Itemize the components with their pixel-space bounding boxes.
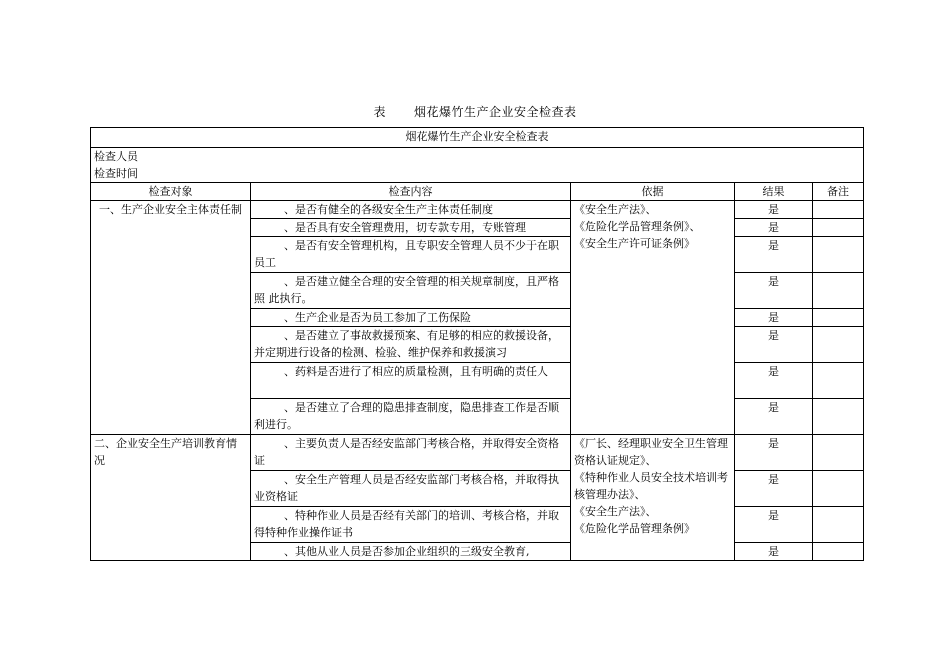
inspector-label: 检查人员 xyxy=(94,150,138,163)
check-content: 、安全生产管理人员是否经安监部门考核合格，并取得执业资格证 xyxy=(251,471,571,507)
caption-title: 烟花爆竹生产企业安全检查表 xyxy=(414,105,577,119)
basis-line: 《安全生产法》、 xyxy=(574,505,657,518)
header-remarks: 备注 xyxy=(813,183,864,201)
inspection-meta xyxy=(91,148,864,183)
header-basis: 依据 xyxy=(571,183,735,201)
check-result: 是 xyxy=(735,237,813,273)
check-remarks xyxy=(813,201,864,219)
section-object: 一、生产企业安全主体责任制 xyxy=(91,201,251,435)
header-result: 结果 xyxy=(735,183,813,201)
check-remarks xyxy=(813,327,864,363)
inspection-time-label: 检查时间 xyxy=(94,167,138,180)
check-content: 、特种作业人员是否经有关部门的培训、考核合格，并取得特种作业操作证书 xyxy=(251,507,571,543)
basis-line: 《安全生产法》、 xyxy=(574,203,657,216)
check-content: 、是否建立健全合理的安全管理的相关规章制度，且严格照 此执行。 xyxy=(251,273,571,309)
check-result: 是 xyxy=(735,507,813,543)
header-content: 检查内容 xyxy=(251,183,571,201)
check-remarks xyxy=(813,507,864,543)
table-row xyxy=(91,201,864,219)
check-result: 是 xyxy=(735,363,813,399)
check-content: 、主要负责人是否经安监部门考核合格，并取得安全资格证 xyxy=(251,435,571,471)
check-content: 、药料是否进行了相应的质量检测，且有明确的责任人 xyxy=(251,363,571,399)
check-remarks xyxy=(813,471,864,507)
table-title: 烟花爆竹生产企业安全检查表 xyxy=(91,128,864,148)
check-remarks xyxy=(813,237,864,273)
check-result: 是 xyxy=(735,327,813,363)
check-result: 是 xyxy=(735,543,813,561)
caption-prefix: 表 xyxy=(373,105,386,119)
inspection-table xyxy=(90,127,864,561)
basis-line: 《特种作业人员安全技术培训考核管理办法》、 xyxy=(574,471,728,501)
check-remarks xyxy=(813,363,864,399)
basis-line: 《安全生产许可证条例》 xyxy=(574,237,695,250)
check-content: 、是否具有安全管理费用，切专款专用，专账管理 xyxy=(251,219,571,237)
check-result: 是 xyxy=(735,309,813,327)
table-row xyxy=(91,435,864,471)
section-basis xyxy=(571,201,735,435)
check-content: 、是否有安全管理机构，且专职安全管理人员不少于在职员工 xyxy=(251,237,571,273)
check-remarks xyxy=(813,273,864,309)
check-content: 、是否有健全的各级安全生产主体责任制度 xyxy=(251,201,571,219)
document-caption xyxy=(0,103,950,120)
check-remarks xyxy=(813,399,864,435)
table-header-row xyxy=(91,183,864,201)
check-remarks xyxy=(813,435,864,471)
check-content: 、其他从业人员是否参加企业组织的三级安全教育, xyxy=(251,543,571,561)
check-remarks xyxy=(813,219,864,237)
basis-line: 《厂长、经理职业安全卫生管理资格认证规定》、 xyxy=(574,437,728,467)
section-object: 二、企业安全生产培训教育情况 xyxy=(91,435,251,561)
header-object: 检查对象 xyxy=(91,183,251,201)
check-content: 、是否建立了合理的隐患排查制度，隐患排查工作是否顺利进行。 xyxy=(251,399,571,435)
basis-line: 《危险化学品管理条例》 xyxy=(574,522,695,535)
check-result: 是 xyxy=(735,273,813,309)
check-content: 、是否建立了事故救援预案、有足够的相应的救援设备，并定期进行设备的检测、检验、维护保养和救援演习 xyxy=(251,327,571,363)
check-result: 是 xyxy=(735,399,813,435)
check-result: 是 xyxy=(735,219,813,237)
check-result: 是 xyxy=(735,435,813,471)
check-content: 、生产企业是否为员工参加了工伤保险 xyxy=(251,309,571,327)
section-basis xyxy=(571,435,735,561)
check-result: 是 xyxy=(735,201,813,219)
basis-line: 《危险化学品管理条例》、 xyxy=(574,220,701,233)
check-remarks xyxy=(813,309,864,327)
check-result: 是 xyxy=(735,471,813,507)
check-remarks xyxy=(813,543,864,561)
